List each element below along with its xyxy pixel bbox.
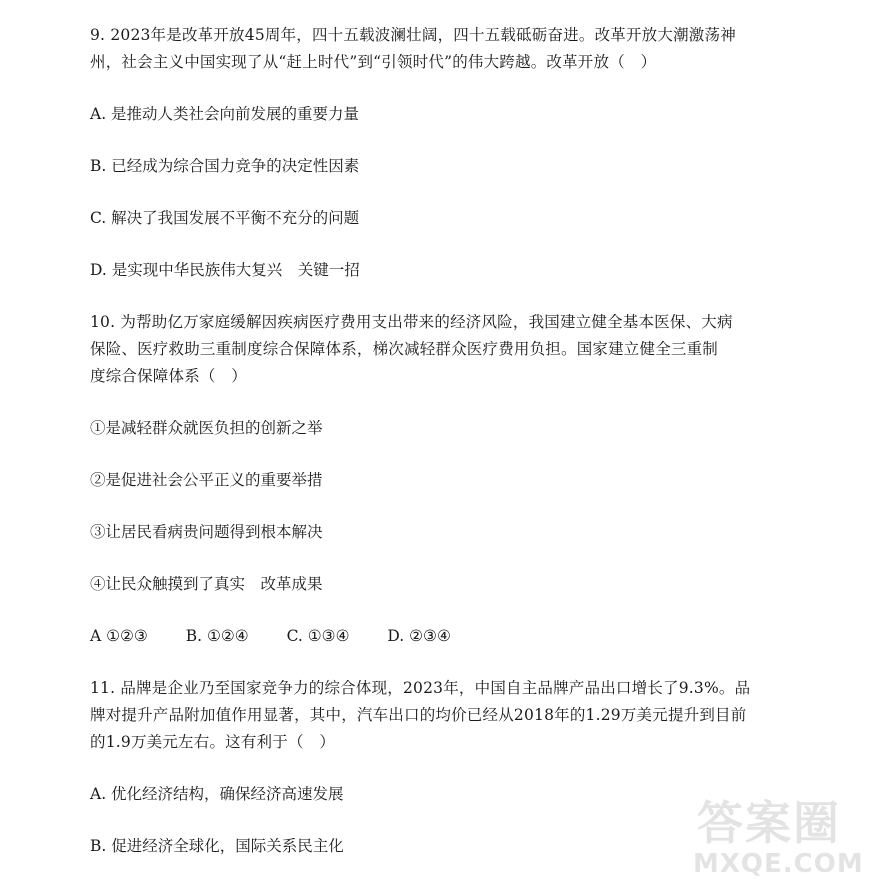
question-10-statement-3: ③让居民看病贵问题得到根本解决 <box>90 523 323 541</box>
question-11-line-3: 的1.9万美元左右。这有利于（ ） <box>90 733 336 751</box>
question-11-option-a: A. 优化经济结构，确保经济高速发展 <box>90 785 344 803</box>
question-11-stem <box>90 675 780 756</box>
question-sheet <box>90 22 780 860</box>
question-10-statement-4: ④让民众触摸到了真实 改革成果 <box>90 575 323 593</box>
question-9-line-1: 9. 2023年是改革开放45周年，四十五载波澜壮阔，四十五载砥砺奋进。改革开放大潮激荡神 <box>90 26 736 44</box>
watermark-en-text: MXQE.COM <box>693 849 864 879</box>
question-10-choice-c: C. ①③④ <box>286 627 350 645</box>
question-10-stem <box>90 309 780 390</box>
question-10-statement-2: ②是促进社会公平正义的重要举措 <box>90 471 323 489</box>
question-10-line-2: 保险、医疗救助三重制度综合保障体系，梯次减轻群众医疗费用负担。国家建立健全三重制 <box>90 340 719 358</box>
question-11-option-b: B. 促进经济全球化，国际关系民主化 <box>90 837 344 855</box>
question-9-line-2: 州，社会主义中国实现了从“赶上时代”到“引领时代”的伟大跨越。改革开放（ ） <box>90 53 657 71</box>
question-9-stem <box>90 22 780 76</box>
question-10-choice-d: D. ②③④ <box>387 627 451 645</box>
question-10-line-3: 度综合保障体系（ ） <box>90 367 248 385</box>
question-10-line-1: 10. 为帮助亿万家庭缓解因疾病医疗费用支出带来的经济风险，我国建立健全基本医保、大病 <box>90 313 733 331</box>
question-11-line-2: 牌对提升产品附加值作用显著，其中，汽车出口的均价已经从2018年的1.29万美元提升到目前 <box>90 706 747 724</box>
question-9-option-d: D. 是实现中华民族伟大复兴 关键一招 <box>90 261 360 279</box>
watermark-cn-text: 答案圈 <box>697 796 841 850</box>
question-10-choice-a: A ①②③ <box>90 627 148 645</box>
question-10-choice-b: B. ①②④ <box>185 627 249 645</box>
question-11-line-1: 11. 品牌是企业乃至国家竞争力的综合体现，2023年，中国自主品牌产品出口增长了9.3%。品 <box>90 679 751 697</box>
question-9-option-b: B. 已经成为综合国力竞争的决定性因素 <box>90 157 360 175</box>
question-10-choices <box>90 623 780 650</box>
question-9-option-c: C. 解决了我国发展不平衡不充分的问题 <box>90 209 360 227</box>
question-9-option-a: A. 是推动人类社会向前发展的重要力量 <box>90 105 360 123</box>
question-10-statement-1: ①是减轻群众就医负担的创新之举 <box>90 419 323 437</box>
